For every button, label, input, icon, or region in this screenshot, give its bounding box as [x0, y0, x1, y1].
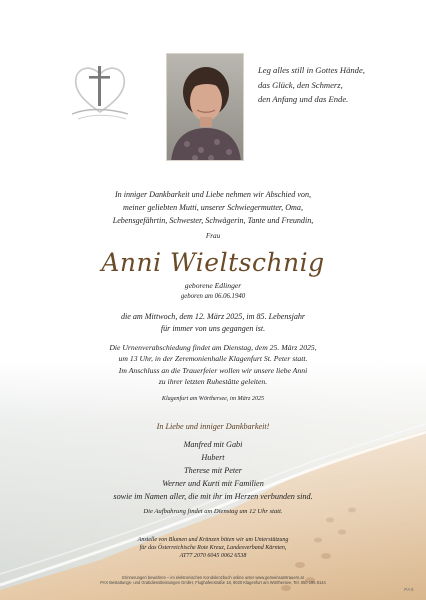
death-line: für immer von uns gegangen ist.	[160, 324, 266, 333]
footer-info	[0, 575, 426, 586]
intro-line: meiner geliebten Mutti, unserer Schwiegermutter, Oma,	[123, 203, 303, 212]
family-list	[0, 438, 426, 503]
family-member: Werner und Kurti mit Familien	[162, 479, 264, 488]
donation-note	[0, 536, 426, 561]
ceremony-info	[0, 342, 426, 387]
footer-line: Erinnerungen bewahren – im elektronischen Kondolenzbuch online unter www.gemeinsamtrauern.at	[122, 575, 304, 580]
birth-info	[0, 280, 426, 302]
death-notice	[0, 311, 426, 335]
donation-line: Anstelle von Blumen und Kränzen bitten wir um Unterstützung	[137, 537, 289, 543]
donation-line: für das Österreichische Rote Kreuz, Landesverband Kärnten,	[139, 545, 287, 552]
intro-text	[0, 188, 426, 227]
death-line: die am Mittwoch, dem 12. März 2025, im 85. Lebensjahr	[120, 312, 306, 321]
family-member: sowie im Namen aller, die mit ihr im Herzen verbunden sind.	[113, 492, 313, 501]
place-date: Klagenfurt am Wörthersee, im März 2025	[161, 396, 265, 402]
ceremony-line: Die Urnenverabschiedung findet am Dienstag, dem 25. März 2025,	[109, 343, 317, 352]
family-member: Therese mit Peter	[184, 466, 242, 475]
quote-line: das Glück, den Schmerz,	[258, 79, 343, 90]
ceremony-line: Im Anschluss an die Trauerfeier wollen wir unsere liebe Anni	[118, 365, 308, 375]
birth-name: geborene Edlinger	[184, 281, 242, 290]
funeral-home-logo: PAX	[404, 587, 414, 592]
birth-date: geboren am 06.06.1940	[180, 293, 246, 300]
family-member: Manfred mit Gabi	[183, 440, 243, 449]
thanks-line: In Liebe und inniger Dankbarkeit!	[156, 422, 270, 431]
intro-line: Lebensgefährtin, Schwester, Schwägerin, Tante und Freundin,	[112, 216, 314, 225]
portrait-photo	[166, 53, 244, 161]
viewing-note: Die Aufbahrung findet am Dienstag um 12 Uhr statt.	[143, 508, 283, 515]
quote-verse	[258, 63, 418, 107]
title-word: Frau	[205, 232, 221, 240]
ceremony-line: zu ihrer letzten Ruhestätte geleiten.	[158, 376, 268, 386]
intro-line: In inniger Dankbarkeit und Liebe nehmen wir Abschied von,	[114, 190, 312, 199]
quote-line: den Anfang und das Ende.	[258, 94, 349, 104]
portrait-image	[167, 54, 244, 161]
cross-heart-icon	[72, 60, 128, 122]
footer-line: PAX Bestattungs- und Grabdienstleistungen GmbH, Flughafenstraße 18, 9020 Klagenfurt am Wörthersee, Tel. 050 195 8144	[100, 580, 326, 586]
quote-line: Leg alles still in Gottes Hände,	[258, 65, 365, 75]
family-member: Hubert	[201, 453, 225, 462]
donation-iban: AT77 2070 6045 0062 6538	[179, 553, 247, 560]
ceremony-line: um 13 Uhr, in der Zeremonienhalle Klagenfurt St. Peter statt.	[118, 354, 308, 364]
deceased-name: Anni Wieltschnig	[101, 248, 325, 277]
